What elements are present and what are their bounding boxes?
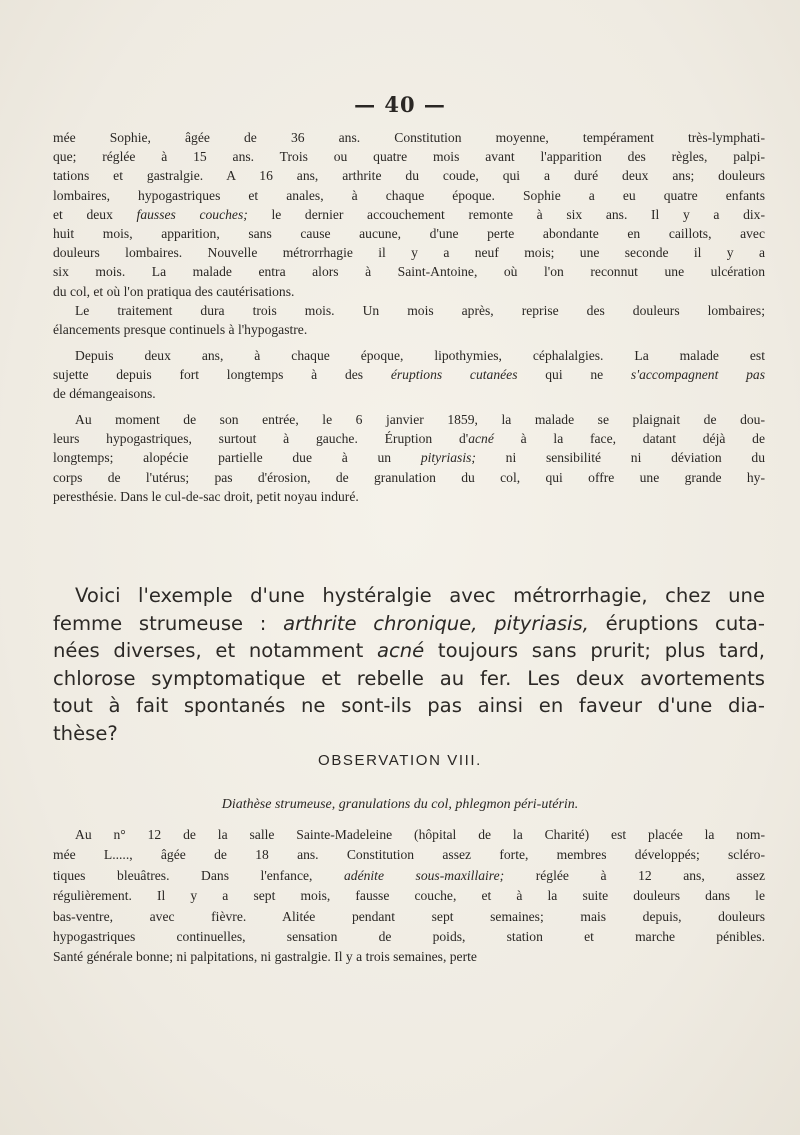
- text-line: tout à fait spontanés ne sont-ils pas ainsi en faveur d'une dia-: [53, 694, 765, 718]
- text-line: régulièrement. Il y a sept mois, fausse couche, et à la suite douleurs dans le: [53, 888, 765, 904]
- text-line: sujette depuis fort longtemps à des éruptions cutanées qui ne s'accompagnent pas: [53, 367, 765, 383]
- text-line: thèse?: [53, 721, 118, 745]
- text-line: Au n° 12 de la salle Sainte-Madeleine (hôpital de la Charité) est placée la nom-: [75, 827, 765, 842]
- text-line: bas-ventre, avec fièvre. Alitée pendant sept semaines; mais depuis, douleurs: [53, 908, 765, 924]
- text-line: nées diverses, et notamment acné toujours sans prurit; plus tard,: [53, 639, 765, 663]
- text-line: élancements presque continuels à l'hypogastre.: [53, 322, 308, 338]
- text-line: Depuis deux ans, à chaque époque, lipothymies, céphalalgies. La malade est: [75, 348, 765, 363]
- text-line: leurs hypogastriques, surtout à gauche. Éruption d'acné à la face, datant déjà de: [53, 431, 765, 447]
- text-line: chlorose symptomatique et rebelle au fer. Les deux avortements: [53, 666, 765, 690]
- paragraph-eruptions: [53, 346, 765, 404]
- text-line: tiques bleuâtres. Dans l'enfance, adénite sous-maxillaire; réglée à 12 ans, assez: [53, 867, 765, 883]
- page-number: — 40 —: [354, 92, 446, 117]
- text-line: Au moment de son entrée, le 6 janvier 1859, la malade se plaignait de dou-: [75, 412, 765, 427]
- text-line: du col, et où l'on pratiqua des cautérisations.: [53, 283, 295, 299]
- observation-subtitle: Diathèse strumeuse, granulations du col, phlegmon péri-utérin.: [221, 797, 579, 812]
- text-line: Le traitement dura trois mois. Un mois après, reprise des douleurs lombaires;: [75, 303, 765, 318]
- paragraph-admission: [53, 410, 765, 506]
- text-line: et deux fausses couches; le dernier accouchement remonte à six ans. Il y a dix-: [53, 206, 765, 222]
- text-line: peresthésie. Dans le cul-de-sac droit, petit noyau induré.: [53, 488, 359, 504]
- paragraph-treatment: [53, 301, 765, 339]
- text-line: de démangeaisons.: [53, 386, 156, 402]
- paragraph-observation-viii: [53, 825, 765, 968]
- text-line: longtemps; alopécie partielle due à un pityriasis; ni sensibilité ni déviation du: [53, 450, 766, 466]
- text-line: Voici l'exemple d'une hystéralgie avec métrorrhagie, chez une: [75, 584, 765, 607]
- text-line: lombaires, hypogastriques et anales, à chaque époque. Sophie a eu quatre enfants: [53, 187, 765, 203]
- text-line: hypogastriques continuelles, sensation de poids, station et marche pénibles.: [53, 929, 765, 945]
- text-line: mée L....., âgée de 18 ans. Constitution assez forte, membres développés; scléro-: [53, 847, 765, 863]
- text-line: que; réglée à 15 ans. Trois ou quatre mois avant l'apparition des règles, palpi-: [53, 149, 765, 165]
- paragraph-case-history: [53, 128, 765, 301]
- text-line: femme strumeuse : arthrite chronique, pityriasis, éruptions cuta-: [53, 611, 765, 635]
- text-line: six mois. La malade entra alors à Saint-Antoine, où l'on reconnut une ulcération: [53, 264, 765, 280]
- text-line: corps de l'utérus; pas d'érosion, de granulation du col, qui offre une grande hy-: [53, 469, 765, 485]
- text-line: douleurs lombaires. Nouvelle métrorrhagie il y a neuf mois; une seconde il y a: [53, 245, 765, 261]
- text-line: mée Sophie, âgée de 36 ans. Constitution moyenne, tempérament très-lymphati-: [53, 130, 765, 145]
- text-line: huit mois, apparition, sans cause aucune, d'une perte abondante en caillots, avec: [53, 226, 765, 242]
- observation-title: OBSERVATION VIII.: [318, 752, 482, 769]
- commentary-paragraph: [53, 582, 765, 748]
- text-line: tations et gastralgie. A 16 ans, arthrite du coude, qui a duré deux ans; douleurs: [53, 168, 765, 184]
- text-line: Santé générale bonne; ni palpitations, ni gastralgie. Il y a trois semaines, perte: [53, 949, 477, 965]
